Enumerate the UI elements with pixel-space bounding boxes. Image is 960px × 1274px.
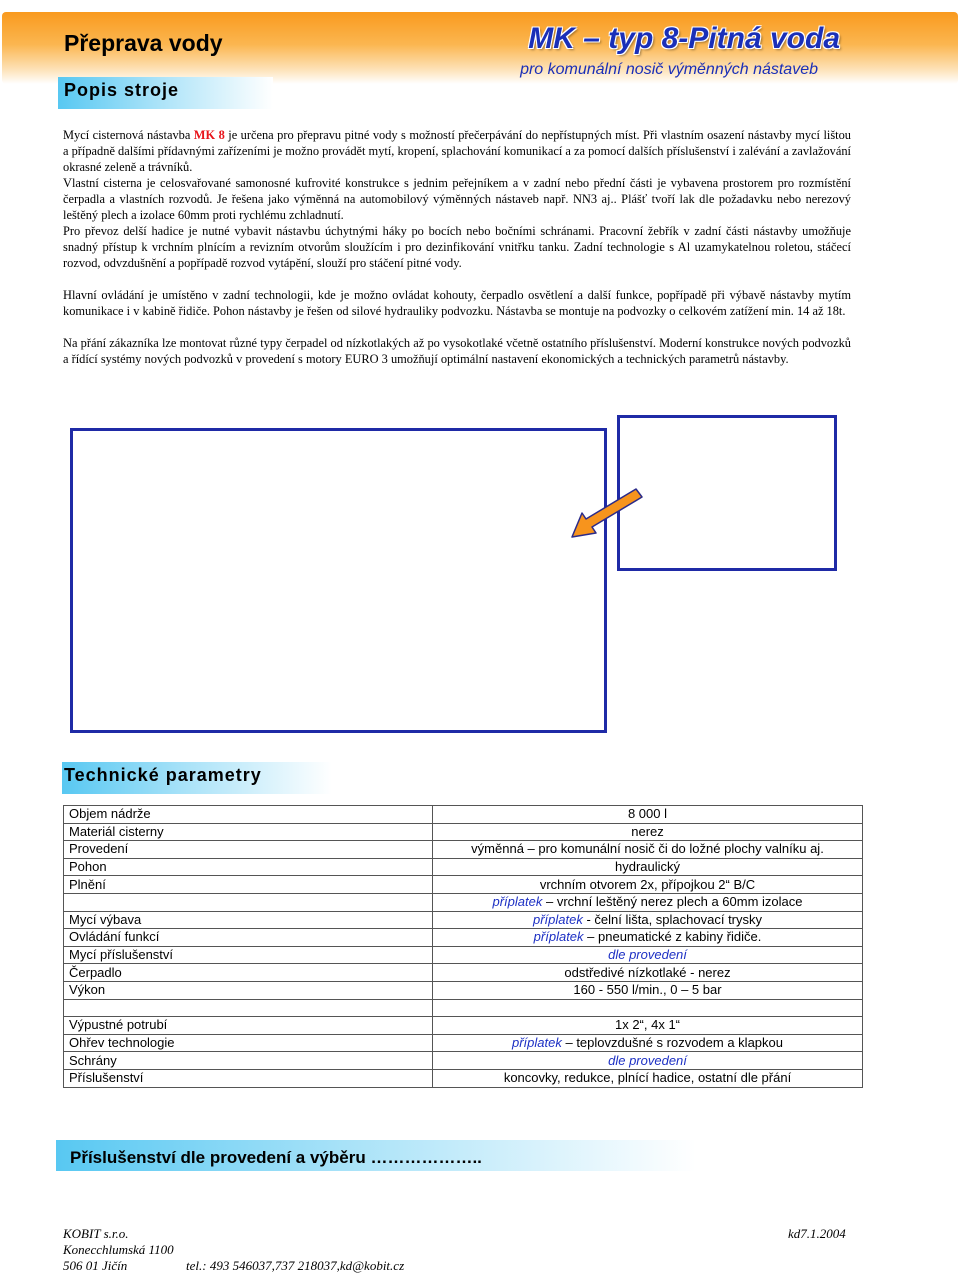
param-value-text: 1x 2“, 4x 1“ bbox=[614, 1017, 681, 1033]
param-value bbox=[433, 964, 863, 982]
table-row bbox=[64, 999, 863, 1017]
footer-company: KOBIT s.r.o. bbox=[63, 1226, 129, 1241]
param-value-note: dle provedení bbox=[608, 1052, 687, 1068]
param-value bbox=[433, 981, 863, 999]
description-paragraph-1 bbox=[63, 127, 851, 175]
param-label: Materiál cisterny bbox=[64, 823, 433, 841]
param-value-note: příplatek bbox=[492, 894, 543, 910]
table-row bbox=[64, 964, 863, 982]
table-row bbox=[64, 841, 863, 859]
param-value-text: výměnná – pro komunální nosič či do ložné plochy valníku aj. bbox=[471, 841, 824, 857]
param-value-note: příplatek bbox=[511, 1035, 562, 1051]
param-label: Schrány bbox=[64, 1052, 433, 1070]
param-value bbox=[433, 929, 863, 947]
description-paragraph-3: Pro převoz delší hadice je nutné vybavit nástavbu úchytnými háky po bocích nebo bočními schránami. Pracovní žebřík v zadní části nástavby umožňuje snadný přístup k vrchním plnícím a revizním otvorům sloužícím i pro dezinfikování vnitřku tanku. Zadní technologie s Al uzamykatelnou roletou, stáčecí rozvod, odvzdušnění a popřípadě rozvod vytápění, slouží pro stáčení pitné vody. bbox=[63, 224, 851, 270]
footer-address bbox=[63, 1226, 174, 1274]
table-row bbox=[64, 911, 863, 929]
param-label: Ovládání funkcí bbox=[64, 929, 433, 947]
footer-city: 506 01 Jičín bbox=[63, 1258, 128, 1273]
table-row bbox=[64, 1034, 863, 1052]
description-paragraph-2: Vlastní cisterna je celosvařované samonosné kufrovité konstrukce s jednim peřejníkem a v zadní nebo přední části je vybavena prostorem pro rozmístění čerpadla a vlastních rozvodů. Je řešena jako výměnná na automobilový výměnných nástaveb např. NN3 aj.. Plášť tvoří lak dle požadavku nebo nerezový leštěný plech a izolace 60mm proti rychlému zchladnutí. bbox=[63, 176, 851, 222]
table-row bbox=[64, 858, 863, 876]
param-value-text: nerez bbox=[631, 823, 664, 839]
param-value-text: – pneumatické z kabiny řidiče. bbox=[583, 929, 762, 945]
description-text: Mycí cisternová nástavba bbox=[63, 128, 194, 142]
param-value bbox=[433, 911, 863, 929]
param-label: Čerpadlo bbox=[64, 964, 433, 982]
param-value bbox=[433, 823, 863, 841]
param-label: Mycí výbava bbox=[64, 911, 433, 929]
param-value-text: – teplovzdušné s rozvodem a klapkou bbox=[561, 1035, 783, 1051]
param-value bbox=[433, 841, 863, 859]
arrow-icon bbox=[570, 495, 642, 540]
param-value bbox=[433, 876, 863, 894]
description-paragraph-4: Hlavní ovládání je umístěno v zadní technologii, kde je možno ovládat kohouty, čerpadlo osvětlení a další funkce, popřípadě při výbavě nástavby mytím komunikace i v kabině řidiče. Pohon nástavby je řešen od silové hydrauliky podvozku. Nástavba se montuje na podvozky o celkovém zatížení min. 14 až 18t. bbox=[63, 288, 851, 318]
table-row bbox=[64, 1017, 863, 1035]
param-value-text: – vrchní leštěný nerez plech a 60mm izolace bbox=[542, 894, 803, 910]
param-value-note: příplatek bbox=[533, 929, 584, 945]
param-label: Objem nádrže bbox=[64, 806, 433, 824]
param-value bbox=[433, 893, 863, 911]
table-row bbox=[64, 806, 863, 824]
param-value bbox=[433, 1034, 863, 1052]
product-subtitle: pro komunální nosič výměnných nástaveb bbox=[520, 61, 818, 78]
param-label: Pohon bbox=[64, 858, 433, 876]
param-value bbox=[433, 1052, 863, 1070]
section-heading-technical: Technické parametry bbox=[62, 762, 332, 794]
description-block bbox=[63, 127, 851, 367]
param-value-text: 160 - 550 l/min., 0 – 5 bar bbox=[573, 982, 722, 998]
footer-street: Konecchlumská 1100 bbox=[63, 1242, 174, 1257]
param-value bbox=[433, 806, 863, 824]
param-value-text: hydraulický bbox=[614, 859, 681, 875]
footer-document-code: kd7.1.2004 bbox=[788, 1226, 846, 1241]
product-photo-frame bbox=[70, 428, 607, 733]
detail-photo-frame bbox=[617, 415, 837, 571]
technical-parameters-table bbox=[63, 805, 863, 1088]
param-label: Provedení bbox=[64, 841, 433, 859]
param-value-text: - čelní lišta, splachovací trysky bbox=[582, 911, 763, 927]
table-row bbox=[64, 876, 863, 894]
table-row bbox=[64, 1069, 863, 1087]
param-label: Mycí příslušenství bbox=[64, 946, 433, 964]
param-value bbox=[433, 1017, 863, 1035]
param-value-text: vrchním otvorem 2x, přípojkou 2“ B/C bbox=[539, 876, 756, 892]
table-row bbox=[64, 946, 863, 964]
param-value-text: koncovky, redukce, plnící hadice, ostatní dle přání bbox=[503, 1070, 792, 1086]
param-value-note: příplatek bbox=[532, 911, 583, 927]
table-row bbox=[64, 1052, 863, 1070]
param-value-note: dle provedení bbox=[608, 947, 687, 963]
description-paragraph-5: Na přání zákazníka lze montovat různé typy čerpadel od nízkotlakých až po vysokotlaké včetně ostatního příslušenství. Moderní konstrukce nových podvozků a řídící systémy nových podvozků v provedení s motory EURO 3 umožňují optimální nastavení ekonomických a technických parametrů nástavby. bbox=[63, 336, 851, 366]
page-title: Přeprava vody bbox=[64, 30, 223, 56]
section-heading-accessories: Příslušenství dle provedení a výběru ……………….. bbox=[56, 1140, 696, 1171]
footer-contact: tel.: 493 546037,737 218037,kd@kobit.cz bbox=[186, 1258, 405, 1273]
table-row bbox=[64, 929, 863, 947]
model-highlight: MK 8 bbox=[193, 128, 225, 142]
section-heading-description: Popis stroje bbox=[58, 77, 273, 109]
param-label: Výpustné potrubí bbox=[64, 1017, 433, 1035]
param-value-text: 8 000 l bbox=[627, 806, 668, 822]
param-value bbox=[433, 999, 863, 1017]
table-row bbox=[64, 893, 863, 911]
param-value bbox=[433, 946, 863, 964]
param-label: Plnění bbox=[64, 876, 433, 894]
param-value bbox=[433, 1069, 863, 1087]
param-value-text: odstředivé nízkotlaké - nerez bbox=[564, 964, 731, 980]
product-title: MK – typ 8-Pitná voda bbox=[528, 22, 840, 55]
param-label: Ohřev technologie bbox=[64, 1034, 433, 1052]
param-label: Výkon bbox=[64, 981, 433, 999]
table-row bbox=[64, 981, 863, 999]
description-text: je určena pro přepravu pitné vody s možností přečerpávání do nepřístupných míst. Při vlastním osazení nástavby mycí lištou a případně dalšími přídavnými zařízeními je možno provádět mytí, kropení, splachování komunikací a za pomocí dalších příslušenství i zalévání a zavlažování okrasné zeleně a trávníků. bbox=[63, 128, 851, 174]
param-label: Příslušenství bbox=[64, 1069, 433, 1087]
param-value bbox=[433, 858, 863, 876]
param-label bbox=[64, 999, 433, 1017]
table-row bbox=[64, 823, 863, 841]
param-label bbox=[64, 893, 433, 911]
